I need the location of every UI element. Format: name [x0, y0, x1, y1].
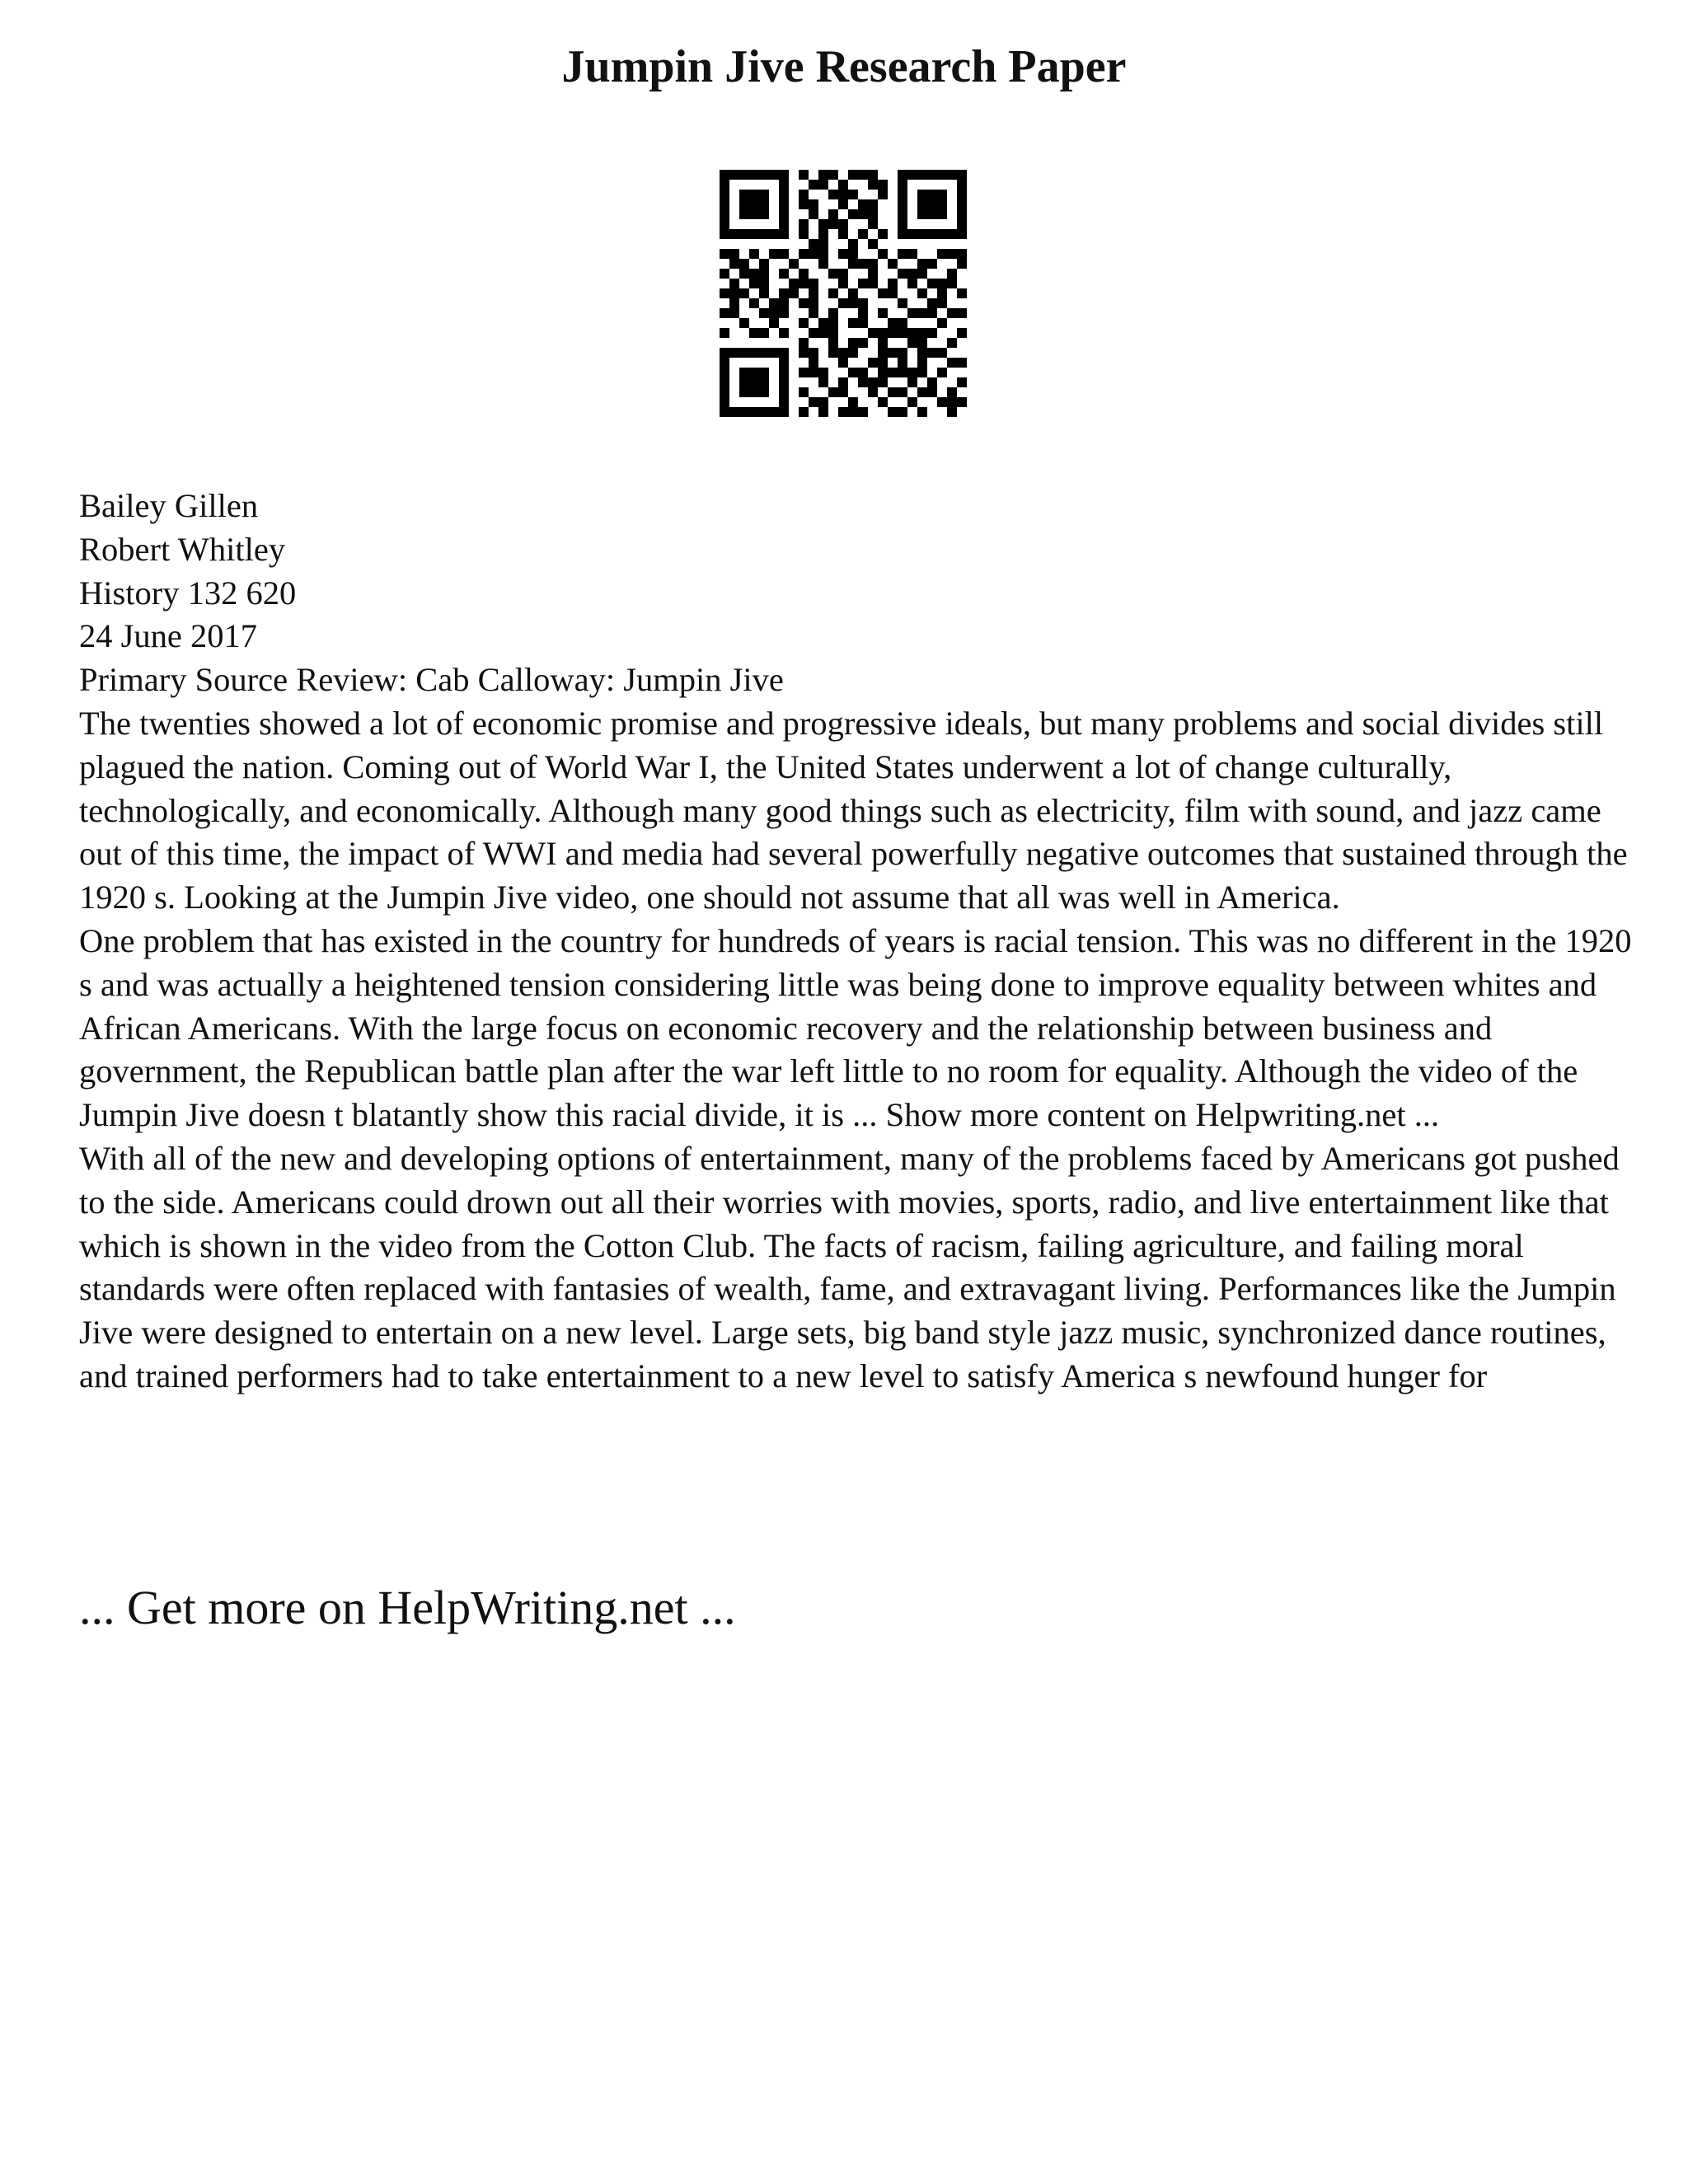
instructor-name: Robert Whitley — [79, 530, 286, 568]
page-title: Jumpin Jive Research Paper — [561, 41, 1127, 92]
document-date: 24 June 2017 — [79, 617, 257, 655]
course-name: History 132 620 — [79, 574, 297, 612]
paragraph: The twenties showed a lot of economic promise and progressive ideals, but many problems and social divides still plagued the nation. Coming out of World War I, the United States underwent a lot of change culturally, technologically, and economically. Although many good things such as electricity, film with sound, and jazz came out of this time, the impact of WWI and media had several powerfully negative outcomes that sustained through the 1920 s. Looking at the Jumpin Jive video, one should not assume that all was well in America. — [79, 704, 1628, 916]
paragraph: One problem that has existed in the country for hundreds of years is racial tension. This was no different in the 1920 s and was actually a heightened tension considering little was being done to improve equality between whites and African Americans. With the large focus on economic recovery and the relationship between business and government, the Republican battle plan after the war left little to no room for equality. Although the video of the Jumpin Jive doesn t blatantly show this racial divide, it is ... Show more content on Helpwriting.net ... — [79, 921, 1632, 1134]
paragraph: With all of the new and developing options of entertainment, many of the problems faced by Americans got pushed to the side. Americans could drown out all their worries with movies, sports, radio, and live entertainment like that which is shown in the video from the Cotton Club. The facts of racism, failing agriculture, and failing moral standards were often replaced with fantasies of wealth, fame, and extravagant living. Performances like the Jumpin Jive were designed to entertain on a new level. Large sets, big band style jazz music, synchronized dance routines, and trained performers had to take entertainment to a new level to satisfy America s newfound hunger for — [79, 1139, 1620, 1394]
document-subject: Primary Source Review: Cab Calloway: Jumpin Jive — [79, 661, 784, 699]
get-more-link[interactable]: ... Get more on HelpWriting.net ... — [79, 1581, 736, 1634]
author-name: Bailey Gillen — [79, 487, 259, 524]
document-body — [79, 485, 1645, 1399]
qr-code — [720, 170, 967, 417]
